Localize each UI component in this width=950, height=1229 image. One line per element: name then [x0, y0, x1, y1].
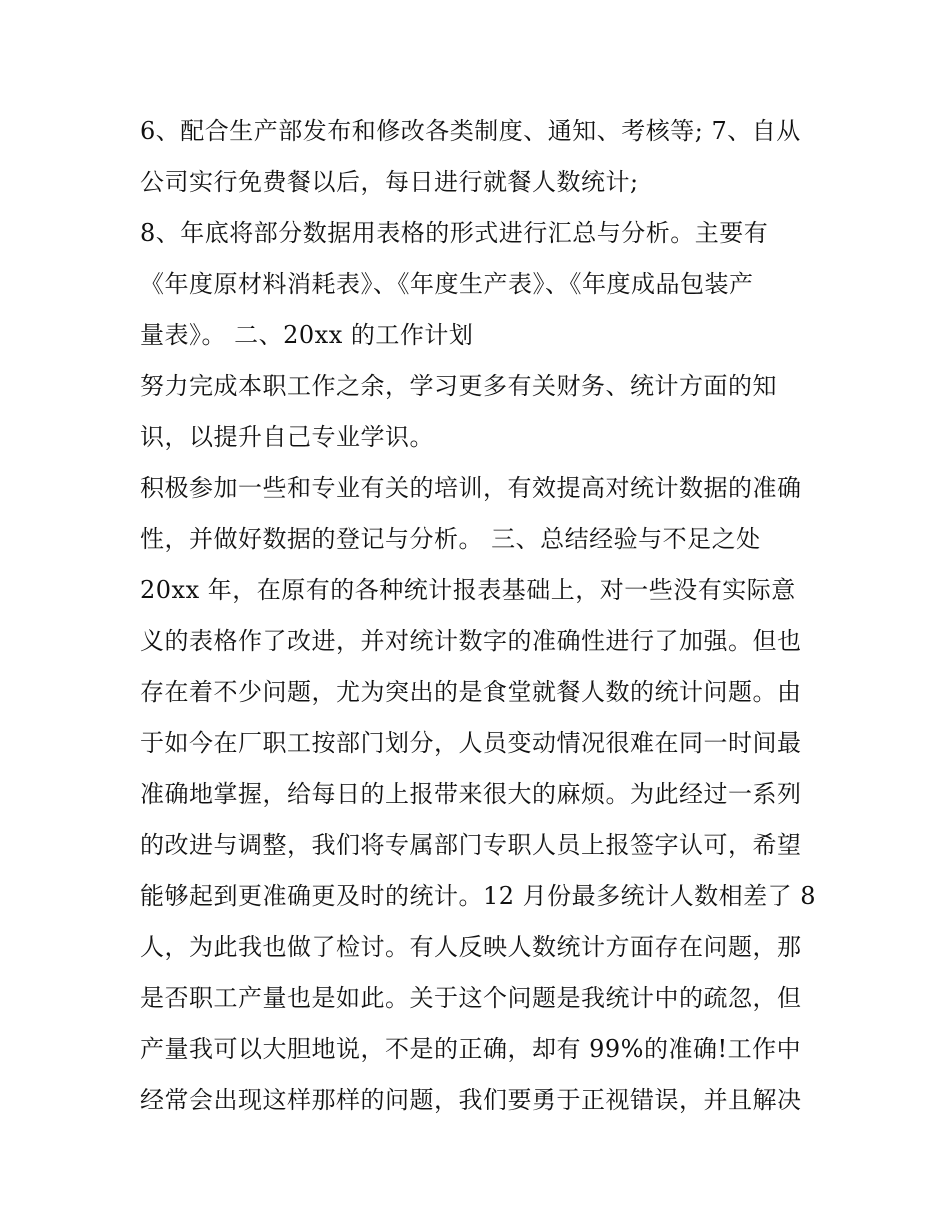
text-line: 8、年底将部分数据用表格的形式进行汇总与分析。主要有	[140, 219, 769, 247]
text-line: 是否职工产量也是如此。关于这个问题是我统计中的疏忽，但	[140, 984, 802, 1012]
text-line: 性，并做好数据的登记与分析。 三、总结经验与不足之处	[140, 525, 761, 553]
text-line: 存在着不少问题，尤为突出的是食堂就餐人数的统计问题。由	[140, 678, 802, 706]
text-line: 努力完成本职工作之余，学习更多有关财务、统计方面的知	[140, 372, 777, 400]
text-line: 经常会出现这样那样的问题，我们要勇于正视错误，并且解决	[140, 1086, 802, 1114]
text-line: 《年度原材料消耗表》、《年度生产表》、《年度成品包装产	[140, 270, 754, 298]
text-line: 20xx 年，在原有的各种统计报表基础上，对一些没有实际意	[140, 576, 796, 604]
text-line: 义的表格作了改进，并对统计数字的准确性进行了加强。但也	[140, 627, 802, 655]
text-line: 积极参加一些和专业有关的培训，有效提高对统计数据的准确	[140, 474, 802, 502]
document-body	[140, 106, 830, 1126]
text-line: 能够起到更准确更及时的统计。12 月份最多统计人数相差了 8	[140, 882, 817, 910]
text-line: 人，为此我也做了检讨。有人反映人数统计方面存在问题，那	[140, 933, 802, 961]
text-line: 公司实行免费餐以后，每日进行就餐人数统计;	[140, 168, 639, 196]
text-line: 6、配合生产部发布和修改各类制度、通知、考核等; 7、自从	[140, 117, 801, 145]
text-line: 准确地掌握，给每日的上报带来很大的麻烦。为此经过一系列	[140, 780, 802, 808]
text-line: 识，以提升自己专业学识。	[140, 423, 434, 451]
text-line: 的改进与调整，我们将专属部门专职人员上报签字认可，希望	[140, 831, 802, 859]
text-line: 量表》。 二、20xx 的工作计划	[140, 321, 474, 349]
text-line: 于如今在厂职工按部门划分，人员变动情况很难在同一时间最	[140, 729, 802, 757]
text-line: 产量我可以大胆地说，不是的正确，却有 99%的准确!工作中	[140, 1035, 802, 1063]
